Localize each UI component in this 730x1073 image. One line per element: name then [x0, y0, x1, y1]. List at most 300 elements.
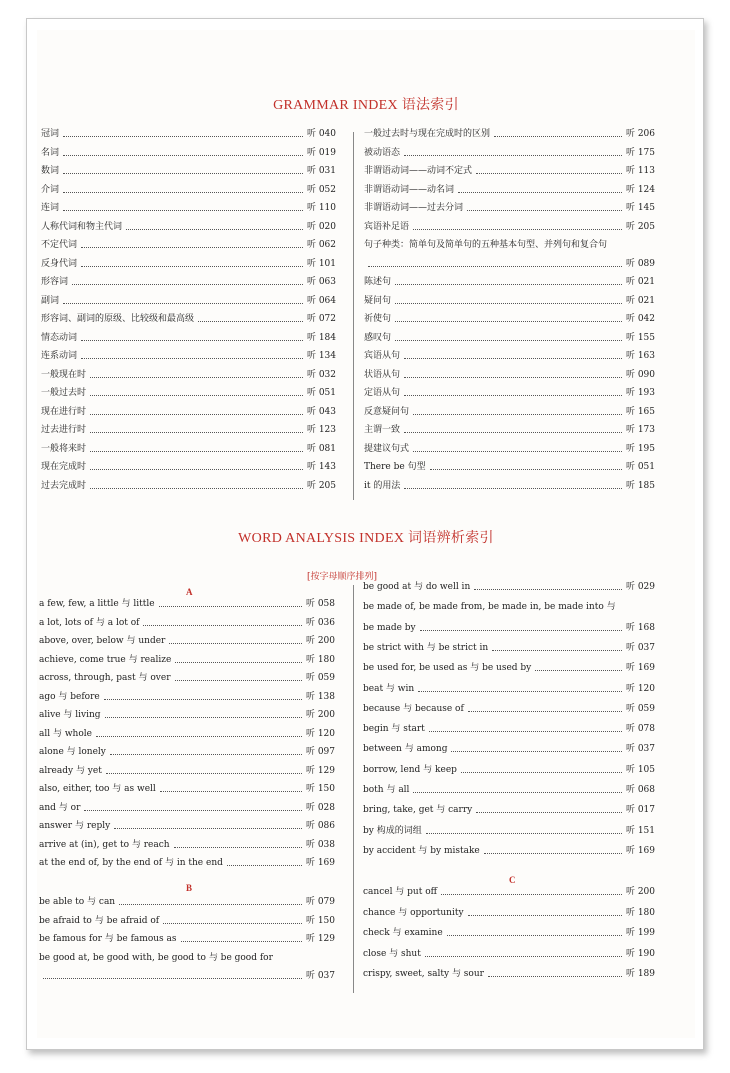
index-entry [364, 315, 655, 324]
index-entry [41, 389, 336, 398]
dot-leader [461, 771, 622, 773]
dot-leader [198, 320, 303, 322]
index-entry [364, 352, 655, 361]
entry-term: above, over, below 与 under [39, 636, 166, 646]
dot-leader [90, 394, 303, 396]
dot-leader [404, 154, 622, 156]
index-entry [39, 637, 335, 646]
entry-page: 听 058 [305, 599, 335, 609]
index-entry [364, 426, 655, 435]
entry-page: 听 200 [305, 710, 335, 720]
entry-page: 听 090 [625, 369, 655, 380]
column-divider-2 [353, 585, 354, 993]
entry-term: be made by [363, 622, 416, 633]
dot-leader [63, 172, 303, 174]
grammar-left-column [41, 130, 336, 530]
dot-leader [476, 811, 622, 813]
dot-leader [81, 246, 303, 248]
dot-leader [106, 772, 302, 774]
entry-page: 听 059 [625, 703, 655, 714]
dot-leader [63, 302, 303, 304]
word-right-column [363, 583, 655, 873]
entry-page: 听 072 [306, 314, 336, 324]
entry-term: be famous for 与 be famous as [39, 934, 177, 944]
index-entry [364, 371, 655, 380]
entry-term: 非谓语动词——过去分词 [364, 203, 464, 213]
index-entry [363, 725, 655, 734]
entry-page: 听 175 [625, 147, 655, 158]
dot-leader [114, 827, 302, 829]
entry-page: 听 169 [305, 858, 335, 868]
entry-page: 听 185 [625, 480, 655, 491]
dot-leader [426, 832, 622, 834]
index-entry [363, 970, 655, 979]
entry-page: 听 169 [625, 845, 655, 856]
index-entry [39, 693, 335, 702]
dot-leader [63, 191, 303, 193]
index-entry [364, 334, 655, 343]
index-entry [39, 711, 335, 720]
entry-page: 听 168 [625, 622, 655, 633]
entry-page: 听 150 [305, 915, 335, 926]
entry-term: 定语从句 [364, 388, 401, 398]
index-entry [41, 482, 336, 491]
index-entry [41, 130, 336, 139]
index-entry [39, 600, 335, 609]
dot-leader [404, 431, 622, 433]
dot-leader [418, 690, 622, 692]
index-entry [39, 619, 335, 628]
entry-page: 听 105 [625, 764, 655, 775]
entry-page: 听 206 [625, 129, 655, 139]
column-divider [353, 132, 354, 500]
index-entry [364, 297, 655, 306]
dot-leader [81, 265, 303, 267]
entry-page: 听 051 [625, 462, 655, 472]
entry-term: already 与 yet [39, 765, 102, 776]
dot-leader [404, 487, 622, 489]
index-entry [41, 223, 336, 232]
dot-leader [404, 357, 622, 359]
entry-page: 听 051 [306, 388, 336, 398]
dot-leader [63, 154, 303, 156]
entry-page: 听 079 [305, 897, 335, 907]
index-entry [363, 766, 655, 775]
entry-page: 听 032 [306, 369, 336, 380]
index-entry [41, 297, 336, 306]
word-right-c-column [363, 888, 655, 998]
entry-term: check 与 examine [363, 928, 443, 938]
entry-term: and 与 or [39, 802, 81, 813]
dot-leader [81, 339, 303, 341]
entry-page: 听 029 [625, 582, 655, 592]
index-entry [363, 664, 655, 673]
dot-leader [90, 450, 303, 452]
entry-page: 听 063 [306, 277, 336, 287]
dot-leader [227, 864, 302, 866]
index-subtitle: [按字母顺序排列] [307, 572, 378, 582]
entry-page: 听 059 [305, 673, 335, 683]
dot-leader [404, 394, 622, 396]
index-entry [363, 847, 655, 856]
letter-heading-a: A [186, 587, 193, 597]
dot-leader [413, 791, 622, 793]
dot-leader [494, 135, 622, 137]
index-entry [41, 463, 336, 472]
entry-term: 形容词 [41, 277, 69, 287]
letter-heading-c: C [509, 875, 516, 885]
index-entry [364, 482, 655, 491]
index-entry [363, 909, 655, 918]
word-index-title: WORD ANALYSIS INDEX 词语辨析索引 [238, 531, 494, 546]
index-entry [363, 583, 655, 592]
entry-page: 听 180 [625, 907, 655, 918]
entry-term: close 与 shut [363, 948, 421, 959]
entry-page: 听 020 [306, 221, 336, 232]
dot-leader [105, 716, 302, 718]
dot-leader [90, 376, 303, 378]
entry-page: 听 037 [305, 971, 335, 981]
entry-page: 听 200 [305, 636, 335, 646]
entry-page: 听 019 [306, 147, 336, 158]
dot-leader [429, 730, 622, 732]
entry-page: 听 089 [625, 258, 655, 269]
entry-term: borrow, lend 与 keep [363, 764, 457, 775]
dot-leader [484, 852, 622, 854]
dot-leader [110, 753, 302, 755]
entry-page: 听 151 [625, 825, 655, 836]
dot-leader [90, 487, 303, 489]
dot-leader [395, 320, 622, 322]
entry-page: 听 120 [305, 728, 335, 739]
dot-leader [395, 283, 622, 285]
dot-leader [413, 450, 622, 452]
dot-leader [72, 283, 303, 285]
dot-leader [63, 209, 303, 211]
index-entry [41, 371, 336, 380]
dot-leader [447, 934, 622, 936]
index-entry [39, 917, 335, 926]
word-left-column [39, 600, 335, 880]
entry-term: be made of, be made from, be made in, be made into 与 [363, 602, 616, 613]
entry-term: be good at, be good with, be good to 与 be good for [39, 952, 273, 963]
entry-page: 听 165 [625, 406, 655, 417]
entry-page: 听 017 [625, 805, 655, 816]
index-entry [41, 352, 336, 361]
index-entry [39, 804, 335, 813]
index-entry [39, 656, 335, 665]
entry-page: 听 052 [306, 184, 336, 195]
dot-leader [468, 710, 622, 712]
index-entry [364, 408, 655, 417]
entry-term: 情态动词 [41, 332, 78, 343]
entry-page: 听 193 [625, 388, 655, 398]
entry-term: be good at 与 do well in [363, 582, 471, 592]
entry-page: 听 143 [306, 462, 336, 472]
index-entry [39, 954, 335, 963]
entry-term: 非谓语动词——动名词 [364, 184, 455, 195]
entry-page: 听 200 [625, 887, 655, 897]
entry-term: 提建议句式 [364, 443, 410, 454]
entry-term: 副词 [41, 295, 60, 306]
entry-page: 听 145 [625, 203, 655, 213]
entry-term: across, through, past 与 over [39, 673, 171, 683]
entry-page: 听 081 [306, 443, 336, 454]
entry-term: all 与 whole [39, 728, 92, 739]
entry-page: 听 078 [625, 724, 655, 735]
grammar-index-title: GRAMMAR INDEX 语法索引 [273, 98, 459, 113]
entry-page: 听 134 [306, 351, 336, 361]
entry-term: 一般将来时 [41, 443, 87, 454]
index-entry [363, 624, 655, 633]
index-entry [364, 149, 655, 158]
document-page [37, 30, 695, 1038]
entry-term: alive 与 living [39, 710, 101, 720]
index-entry [363, 705, 655, 714]
index-entry [364, 186, 655, 195]
entry-term: 形容词、副词的原级、比较级和最高级 [41, 314, 195, 324]
entry-term: a few, few, a little 与 little [39, 599, 155, 609]
entry-term: 连系动词 [41, 351, 78, 361]
index-entry [39, 935, 335, 944]
entry-page: 听 124 [625, 184, 655, 195]
entry-page: 听 173 [625, 425, 655, 435]
entry-page: 听 205 [306, 480, 336, 491]
dot-leader [468, 914, 622, 916]
entry-term: between 与 among [363, 744, 448, 755]
entry-term: it 的用法 [364, 480, 401, 491]
entry-term: because 与 because of [363, 703, 464, 714]
entry-term: by 构成的词组 [363, 825, 422, 836]
dot-leader [104, 698, 302, 700]
entry-term: 被动语态 [364, 147, 401, 158]
entry-term: 宾语从句 [364, 351, 401, 361]
entry-term: chance 与 opportunity [363, 907, 464, 918]
index-entry [364, 278, 655, 287]
index-entry [41, 149, 336, 158]
entry-term: 状语从句 [364, 369, 401, 380]
index-entry [41, 260, 336, 269]
entry-page: 听 036 [305, 617, 335, 628]
dot-leader [181, 940, 302, 942]
entry-term: 介词 [41, 184, 60, 195]
entry-term: There be 句型 [364, 462, 426, 472]
entry-term: 人称代词和物主代词 [41, 221, 123, 232]
entry-term: alone 与 lonely [39, 747, 106, 757]
entry-term: be strict with 与 be strict in [363, 642, 489, 653]
entry-page: 听 138 [305, 691, 335, 702]
index-entry [363, 806, 655, 815]
index-entry [364, 241, 655, 250]
entry-term: 一般现在时 [41, 369, 87, 380]
entry-term: 数词 [41, 166, 60, 176]
index-entry [364, 223, 655, 232]
index-entry [364, 463, 655, 472]
index-entry [41, 315, 336, 324]
entry-page: 听 184 [306, 332, 336, 343]
index-entry [363, 827, 655, 836]
entry-term: 过去完成时 [41, 480, 87, 491]
entry-term: 非谓语动词——动词不定式 [364, 166, 473, 176]
entry-term: 陈述句 [364, 277, 392, 287]
index-entry [41, 241, 336, 250]
entry-term: 反意疑问句 [364, 406, 410, 417]
index-entry [41, 186, 336, 195]
dot-leader [492, 649, 622, 651]
index-entry [364, 389, 655, 398]
entry-page: 听 150 [305, 784, 335, 794]
entry-page: 听 205 [625, 221, 655, 232]
dot-leader [425, 955, 622, 957]
entry-page: 听 043 [306, 406, 336, 417]
entry-page: 听 129 [305, 765, 335, 776]
index-entry [39, 841, 335, 850]
entry-term: 句子种类：简单句及简单句的五种基本句型、并列句和复合句 [364, 240, 608, 250]
entry-term: 疑问句 [364, 295, 392, 306]
letter-heading-b: B [186, 883, 193, 893]
entry-page: 听 180 [305, 654, 335, 665]
dot-leader [163, 922, 302, 924]
index-entry [39, 767, 335, 776]
dot-leader [441, 893, 622, 895]
word-left-b-column [39, 898, 335, 1008]
entry-term: begin 与 start [363, 724, 425, 735]
entry-term: 连词 [41, 203, 60, 213]
entry-page: 听 038 [305, 839, 335, 850]
entry-term: both 与 all [363, 785, 410, 795]
index-entry [39, 898, 335, 907]
entry-term: 宾语补足语 [364, 221, 410, 232]
index-entry [39, 822, 335, 831]
entry-term: at the end of, by the end of 与 in the end [39, 858, 223, 868]
entry-page: 听 123 [306, 425, 336, 435]
entry-page: 听 110 [306, 203, 336, 213]
dot-leader [84, 809, 302, 811]
dot-leader [90, 431, 303, 433]
entry-term: a lot, lots of 与 a lot of [39, 617, 140, 628]
entry-term: achieve, come true 与 realize [39, 654, 172, 665]
entry-term: be afraid to 与 be afraid of [39, 915, 160, 926]
index-entry [41, 334, 336, 343]
entry-term: crispy, sweet, salty 与 sour [363, 969, 484, 979]
index-entry [41, 167, 336, 176]
index-entry [39, 972, 335, 981]
entry-term: 一般过去时与现在完成时的区别 [364, 129, 491, 139]
index-entry [41, 204, 336, 213]
entry-page: 听 097 [305, 747, 335, 757]
dot-leader [159, 605, 302, 607]
index-entry [363, 644, 655, 653]
entry-term: 现在完成时 [41, 462, 87, 472]
entry-page: 听 120 [625, 683, 655, 694]
index-entry [363, 950, 655, 959]
entry-term: 名词 [41, 147, 60, 158]
entry-term: 祈使句 [364, 314, 392, 324]
entry-term: 主谓一致 [364, 425, 401, 435]
entry-term: be able to 与 can [39, 897, 116, 907]
entry-term: 不定代词 [41, 240, 78, 250]
entry-page: 听 021 [625, 295, 655, 306]
index-entry [41, 445, 336, 454]
dot-leader [90, 468, 303, 470]
entry-term: beat 与 win [363, 683, 415, 694]
index-entry [39, 859, 335, 868]
entry-page: 听 086 [305, 821, 335, 831]
index-entry [364, 204, 655, 213]
entry-term: answer 与 reply [39, 821, 111, 831]
entry-page: 听 028 [305, 802, 335, 813]
entry-term: cancel 与 put off [363, 887, 438, 897]
entry-page: 听 195 [625, 443, 655, 454]
entry-page: 听 031 [306, 166, 336, 176]
entry-term: arrive at (in), get to 与 reach [39, 839, 170, 850]
entry-page: 听 101 [306, 258, 336, 269]
index-entry [39, 785, 335, 794]
entry-term: be used for, be used as 与 be used by [363, 663, 532, 674]
entry-page: 听 163 [625, 351, 655, 361]
index-entry [41, 278, 336, 287]
dot-leader [476, 172, 622, 174]
index-entry [364, 445, 655, 454]
entry-term: ago 与 before [39, 691, 100, 702]
entry-page: 听 113 [625, 166, 655, 176]
index-entry [41, 408, 336, 417]
dot-leader [474, 588, 622, 590]
entry-term: 感叹句 [364, 332, 392, 343]
entry-term: 现在进行时 [41, 406, 87, 417]
dot-leader [119, 903, 302, 905]
dot-leader [395, 339, 622, 341]
entry-term: 反身代词 [41, 258, 78, 269]
entry-page: 听 064 [306, 295, 336, 306]
index-entry [39, 748, 335, 757]
dot-leader [535, 669, 622, 671]
entry-page: 听 021 [625, 277, 655, 287]
index-entry [363, 929, 655, 938]
index-entry [39, 674, 335, 683]
dot-leader [413, 413, 622, 415]
entry-page: 听 037 [625, 642, 655, 653]
dot-leader [63, 135, 303, 137]
grammar-right-column [364, 130, 655, 530]
dot-leader [420, 629, 622, 631]
dot-leader [458, 191, 622, 193]
dot-leader [169, 642, 302, 644]
dot-leader [175, 679, 302, 681]
dot-leader [404, 376, 622, 378]
dot-leader [413, 228, 622, 230]
entry-page: 听 189 [625, 969, 655, 979]
entry-term: 冠词 [41, 129, 60, 139]
dot-leader [96, 735, 302, 737]
index-entry [364, 130, 655, 139]
index-entry [363, 786, 655, 795]
entry-page: 听 169 [625, 663, 655, 674]
dot-leader [143, 624, 301, 626]
index-entry [364, 167, 655, 176]
index-entry [39, 730, 335, 739]
entry-page: 听 199 [625, 928, 655, 938]
entry-term: bring, take, get 与 carry [363, 805, 473, 816]
entry-page: 听 068 [625, 785, 655, 795]
dot-leader [395, 302, 622, 304]
entry-term: 一般过去时 [41, 388, 87, 398]
entry-page: 听 040 [306, 129, 336, 139]
entry-term: 过去进行时 [41, 425, 87, 435]
dot-leader [126, 228, 303, 230]
dot-leader [160, 790, 302, 792]
entry-page: 听 155 [625, 332, 655, 343]
